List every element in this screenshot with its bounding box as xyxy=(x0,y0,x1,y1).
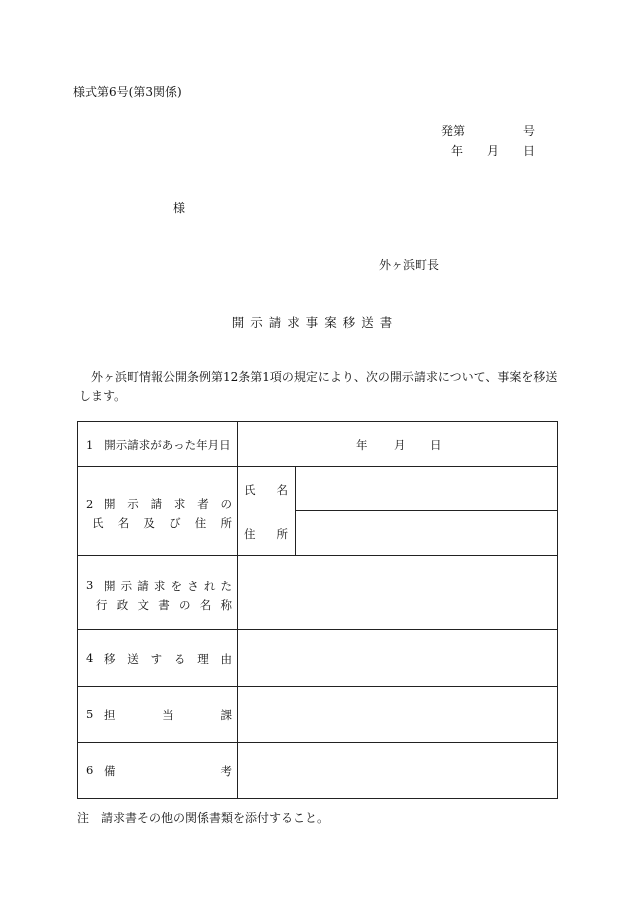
row5-l-1: 当 xyxy=(162,708,174,722)
row4-l-1: 送 xyxy=(127,652,139,666)
row6-number: 6 xyxy=(86,763,94,777)
row2-l2-3: び xyxy=(169,516,181,530)
row3-number: 3 xyxy=(86,578,94,592)
date-year: 年 xyxy=(451,144,464,158)
sender-name: 外ヶ浜町長 xyxy=(379,258,440,272)
address-label-1: 所 xyxy=(276,527,288,541)
address-label-0: 住 xyxy=(244,527,256,541)
row6-l-1: 考 xyxy=(220,764,232,778)
row3-l1-6: れ xyxy=(203,579,216,593)
addressee-suffix: 様 xyxy=(173,201,186,215)
row2-l1-0: 開 xyxy=(104,497,116,511)
document-number-prefix: 発第 xyxy=(441,124,466,138)
transfer-table xyxy=(77,421,558,799)
date-month: 月 xyxy=(487,144,500,158)
row2-l1-5: の xyxy=(220,497,232,511)
row3-l2-2: 文 xyxy=(137,598,149,612)
row4-l-4: 理 xyxy=(197,652,209,666)
address-field[interactable] xyxy=(297,512,555,554)
row3-l1-0: 開 xyxy=(104,579,116,593)
row1-date-month: 月 xyxy=(394,438,406,452)
row3-l1-2: 請 xyxy=(137,579,149,593)
remarks-field[interactable] xyxy=(239,744,555,797)
row1-number: 1 xyxy=(86,438,94,452)
row5-l-0: 担 xyxy=(104,708,116,722)
row2-l1-2: 請 xyxy=(150,497,163,511)
row3-l1-1: 示 xyxy=(120,579,133,593)
address-field-label xyxy=(244,526,288,542)
row6-label xyxy=(86,763,232,779)
row1-label xyxy=(86,437,231,453)
name-field-label xyxy=(244,482,288,498)
row1-date-year: 年 xyxy=(356,438,368,452)
row4-number: 4 xyxy=(86,651,94,665)
row4-l-2: す xyxy=(150,652,163,666)
row2-l2-4: 住 xyxy=(194,516,207,530)
row2-number: 2 xyxy=(86,497,94,511)
row6-l-0: 備 xyxy=(104,764,116,778)
row2-label xyxy=(86,496,232,531)
row2-l2-0: 氏 xyxy=(92,516,104,530)
transfer-reason-field[interactable] xyxy=(239,631,555,685)
body-text: 外ヶ浜町情報公開条例第12条第1項の規定により、次の開示請求について、事案を移送します。 xyxy=(79,370,558,403)
document-number-suffix: 号 xyxy=(523,124,536,138)
row3-l1-4: を xyxy=(170,579,183,593)
row3-l1-3: 求 xyxy=(153,579,166,593)
row3-label xyxy=(86,578,232,613)
date-day: 日 xyxy=(523,144,536,158)
row2-l1-3: 求 xyxy=(173,497,186,511)
row2-l2-5: 所 xyxy=(220,516,232,530)
row3-l2-1: 政 xyxy=(116,598,129,612)
row5-l-2: 課 xyxy=(220,708,232,722)
row2-l2-1: 名 xyxy=(117,516,130,530)
row5-label xyxy=(86,707,232,723)
row3-l2-0: 行 xyxy=(96,598,108,612)
row4-l-5: 由 xyxy=(220,652,232,666)
row5-number: 5 xyxy=(86,707,94,721)
row4-l-0: 移 xyxy=(104,652,116,666)
row3-l2-4: の xyxy=(179,598,191,612)
row4-label xyxy=(86,651,232,667)
row3-l1-7: た xyxy=(220,579,232,593)
form-number-label: 様式第6号(第3関係) xyxy=(73,85,182,99)
row2-l1-4: 者 xyxy=(197,497,209,511)
row2-l1-1: 示 xyxy=(127,497,139,511)
row3-l2-3: 書 xyxy=(158,598,170,612)
row3-l2-5: 名 xyxy=(199,598,212,612)
name-field[interactable] xyxy=(297,468,555,509)
document-title: 開示請求事案移送書 xyxy=(231,315,399,330)
row4-l-3: る xyxy=(173,652,186,666)
name-label-0: 氏 xyxy=(244,483,256,497)
name-label-1: 名 xyxy=(276,483,288,497)
row2-l2-2: 及 xyxy=(143,516,155,530)
footnote: 注 請求書その他の関係書類を添付すること。 xyxy=(77,811,330,825)
row3-l2-6: 称 xyxy=(220,598,232,612)
department-field[interactable] xyxy=(239,688,555,741)
document-name-field[interactable] xyxy=(239,557,555,628)
row1-date-day: 日 xyxy=(430,438,442,452)
row3-l1-5: さ xyxy=(187,579,199,593)
row1-label-text: 開示請求があった年月日 xyxy=(104,438,231,452)
